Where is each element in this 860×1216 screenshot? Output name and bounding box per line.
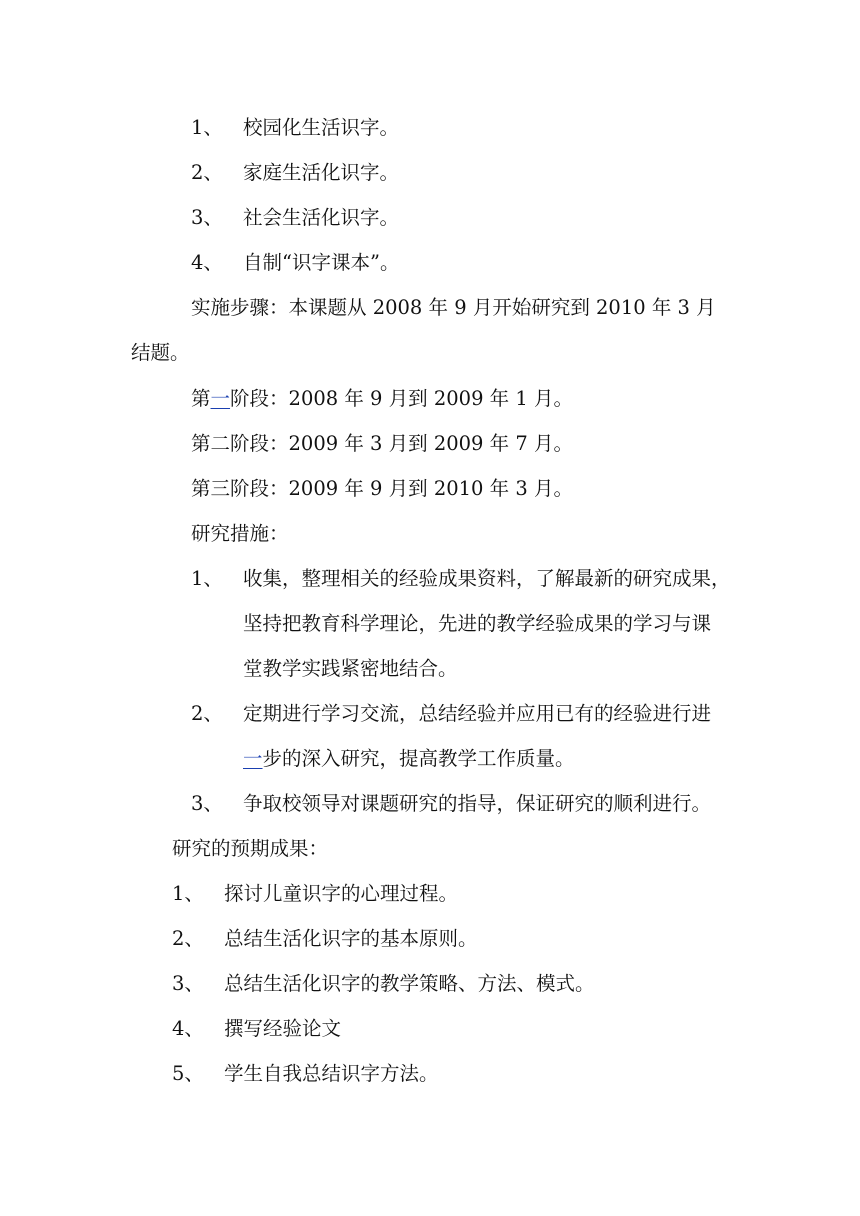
list-text: 探讨儿童识字的心理过程。	[224, 882, 459, 905]
measure-item-2-link[interactable]: 一	[243, 747, 263, 770]
list-number: 2、	[172, 927, 204, 950]
list-text: 总结生活化识字的基本原则。	[224, 927, 478, 950]
list-text: 撰写经验论文	[224, 1017, 342, 1040]
list-number: 3、	[191, 206, 223, 229]
list-text: 自制“识字课本”。	[243, 251, 400, 274]
list-number: 2、	[191, 702, 223, 725]
measure-item-2-continuation	[243, 749, 575, 769]
list-number: 1、	[191, 116, 223, 139]
list-number: 2、	[191, 161, 223, 184]
measures-heading: 研究措施：	[191, 522, 289, 545]
measure-item-1-continuation: 坚持把教育科学理论，先进的教学经验成果的学习与课	[243, 612, 712, 635]
stage-1-prefix: 第	[191, 387, 211, 410]
measure-item-1-continuation: 堂教学实践紧密地结合。	[243, 657, 458, 680]
list-number: 4、	[191, 251, 223, 274]
list-number: 3、	[172, 972, 204, 995]
steps-paragraph-line-2: 结题。	[131, 341, 190, 364]
list-number: 4、	[172, 1017, 204, 1040]
measure-item-2-rest: 步的深入研究，提高教学工作质量。	[262, 747, 575, 770]
steps-paragraph-line-1: 实施步骤：本课题从 2008 年 9 月开始研究到 2010 年 3 月	[191, 296, 716, 319]
list-number: 5、	[172, 1062, 204, 1085]
list-text: 总结生活化识字的教学策略、方法、模式。	[224, 972, 595, 995]
list-text: 家庭生活化识字。	[243, 161, 400, 184]
stage-1-link[interactable]: 一	[210, 387, 231, 410]
list-number: 3、	[191, 792, 223, 815]
list-text: 社会生活化识字。	[243, 206, 400, 229]
stage-1	[191, 389, 573, 409]
list-number: 1、	[191, 567, 223, 590]
list-number: 1、	[172, 882, 204, 905]
stage-3: 第三阶段：2009 年 9 月到 2010 年 3 月。	[191, 477, 573, 500]
list-text: 争取校领导对课题研究的指导，保证研究的顺利进行。	[243, 792, 712, 815]
list-text: 校园化生活识字。	[243, 116, 400, 139]
stage-1-rest: 阶段：2008 年 9 月到 2009 年 1 月。	[230, 387, 573, 410]
stage-2: 第二阶段：2009 年 3 月到 2009 年 7 月。	[191, 432, 573, 455]
list-text: 定期进行学习交流，总结经验并应用已有的经验进行进	[243, 702, 712, 725]
list-text: 学生自我总结识字方法。	[224, 1062, 439, 1085]
outcomes-heading: 研究的预期成果：	[172, 837, 329, 860]
list-text: 收集，整理相关的经验成果资料，了解最新的研究成果，	[243, 567, 731, 590]
